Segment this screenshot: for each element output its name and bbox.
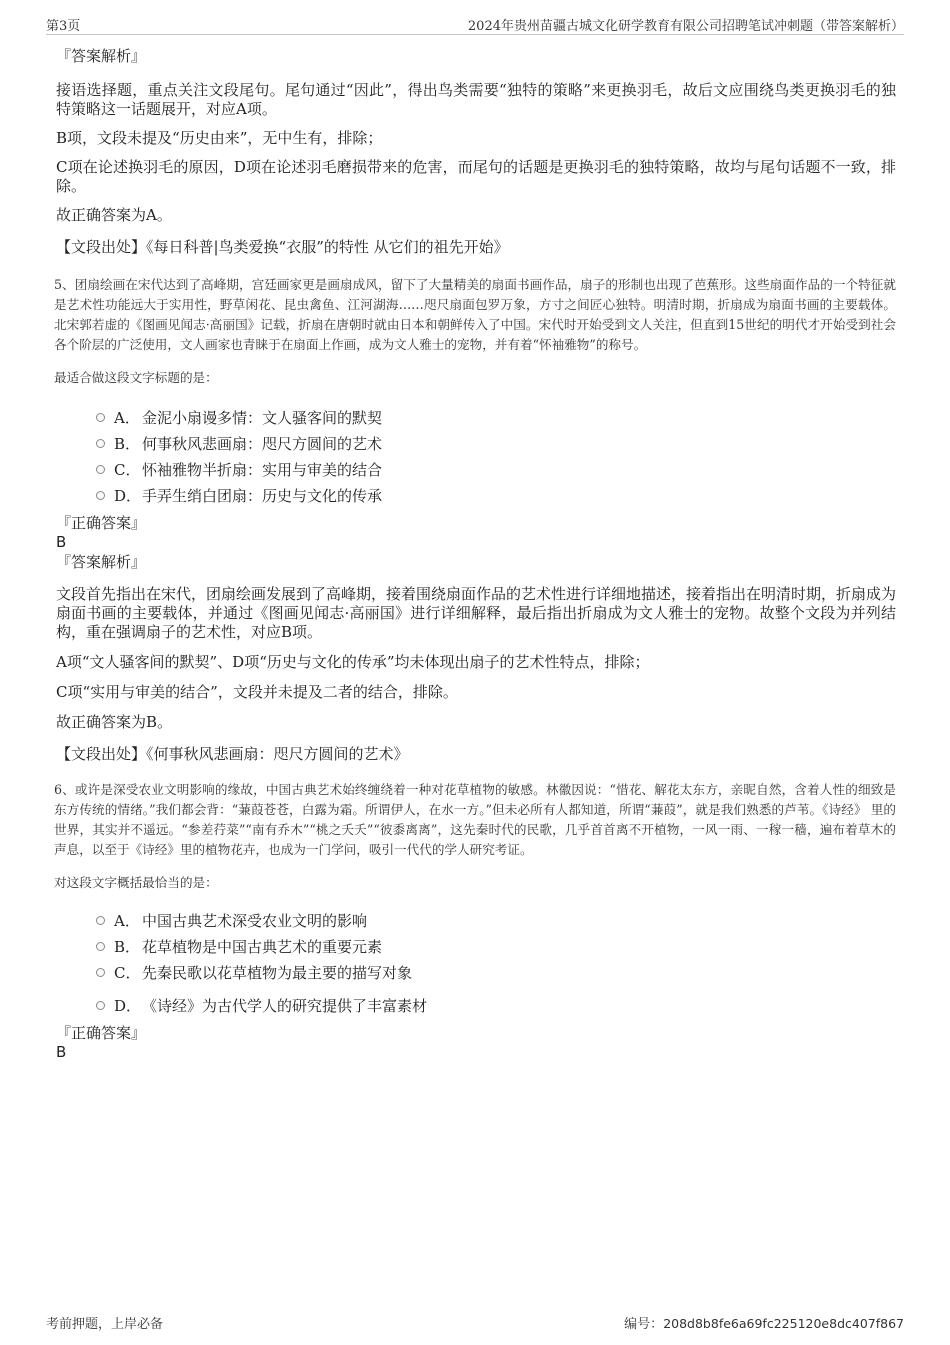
correct-answer-value: B (56, 533, 67, 551)
analysis-label: 『答案解析』 (56, 47, 147, 65)
radio-button-icon[interactable] (96, 439, 105, 448)
correct-answer-value: B (56, 1043, 67, 1061)
footer-slogan: 考前押题，上岸必备 (46, 1317, 164, 1332)
analysis-paragraph: 故正确答案为B。 (56, 713, 173, 731)
radio-button-icon[interactable] (96, 916, 105, 925)
question-6-options (56, 908, 896, 1019)
radio-button-icon[interactable] (96, 491, 105, 500)
analysis-label: 『答案解析』 (56, 553, 147, 571)
question-6-prompt: 对这段文字概括最恰当的是： (54, 875, 218, 890)
option-text: 先秦民歌以花草植物为最主要的描写对象 (142, 964, 413, 982)
question-5-prompt: 最适合做这段文字标题的是： (54, 370, 218, 385)
code-label: 编号： (624, 1317, 664, 1332)
code-value: 208d8b8fe6a69fc225120e8dc407f867 (663, 1316, 904, 1331)
question-5-options (56, 405, 896, 509)
option-text: 花草植物是中国古典艺术的重要元素 (142, 938, 383, 956)
option-letter: D． (114, 997, 142, 1015)
option-text: 金泥小扇谩多情：文人骚客间的默契 (142, 409, 383, 427)
option-a[interactable] (56, 405, 896, 431)
analysis-paragraph: C项“实用与审美的结合”，文段并未提及二者的结合，排除。 (56, 683, 458, 701)
option-text: 手弄生绡白团扇：历史与文化的传承 (142, 487, 383, 505)
option-b[interactable] (56, 431, 896, 457)
radio-button-icon[interactable] (96, 413, 105, 422)
page-header (46, 14, 904, 35)
analysis-paragraph: B项，文段未提及“历史由来”，无中生有，排除； (56, 129, 383, 147)
analysis-paragraph: 故正确答案为A。 (56, 206, 172, 224)
document-title: 2024年贵州苗疆古城文化研学教育有限公司招聘笔试冲刺题（带答案解析） (467, 19, 904, 34)
document-code (624, 1313, 904, 1332)
radio-button-icon[interactable] (96, 1001, 105, 1010)
option-text: 怀袖雅物半折扇：实用与审美的结合 (142, 461, 383, 479)
option-d[interactable] (56, 483, 896, 509)
analysis-paragraph: A项“文人骚客间的默契”、D项“历史与文化的传承”均未体现出扇子的艺术性特点，排除； (56, 653, 650, 671)
document-body (56, 46, 896, 1062)
analysis-paragraph: C项在论述换羽毛的原因，D项在论述羽毛磨损带来的危害，而尾句的话题是更换羽毛的独特策略，故均与尾句话题不一致，排除。 (56, 158, 896, 195)
option-letter: A． (114, 409, 140, 427)
analysis-paragraph: 接语选择题，重点关注文段尾句。尾句通过“因此”，得出鸟类需要“独特的策略”来更换羽毛，故后文应围绕鸟类更换羽毛的独特策略这一话题展开，对应A项。 (56, 81, 896, 118)
option-c[interactable] (56, 457, 896, 483)
correct-answer-label: 『正确答案』 (56, 514, 147, 532)
option-letter: B． (114, 938, 141, 956)
radio-button-icon[interactable] (96, 465, 105, 474)
option-d[interactable] (56, 993, 896, 1019)
option-text: 《诗经》为古代学人的研究提供了丰富素材 (142, 997, 428, 1015)
option-letter: C． (114, 964, 141, 982)
radio-button-icon[interactable] (96, 942, 105, 951)
option-b[interactable] (56, 934, 896, 960)
option-text: 中国古典艺术深受农业文明的影响 (142, 912, 368, 930)
page-number: 第3页 (46, 19, 81, 34)
option-letter: D． (114, 487, 142, 505)
radio-button-icon[interactable] (96, 968, 105, 977)
passage-source: 【文段出处】《每日科普|鸟类爱换“衣服”的特性 从它们的祖先开始》 (56, 238, 509, 256)
option-letter: C． (114, 461, 141, 479)
correct-answer-label: 『正确答案』 (56, 1024, 147, 1042)
option-a[interactable] (56, 908, 896, 934)
analysis-paragraph: 文段首先指出在宋代，团扇绘画发展到了高峰期，接着围绕扇面作品的艺术性进行详细地描述，接着指出在明清时期，折扇成为扇面书画的主要载体，并通过《图画见闻志·高丽国》进行详细解释，最后指出折扇成为文人雅士的宠物。故整个文段为并列结构，重在强调扇子的艺术性，对应B项。 (56, 585, 897, 641)
option-c[interactable] (56, 960, 896, 986)
question-6-text: 6、或许是深受农业文明影响的缘故，中国古典艺术始终缠绕着一种对花草植物的敏感。林徽因说：“惜花、解花太东方，亲昵自然，含着人性的细致是东方传统的情绪。”我们都会背：“蒹葭苍苍，白露为霜。所谓伊人，在水一方。”但未必所有人都知道，所谓“蒹葭”，就是我们熟悉的芦苇。《诗经》 里的世界，其实并不遥远。“参差荇菜”“南有乔木”“桃之夭夭”“彼黍离离”，这先秦时代的民歌，几乎首首离不开植物，一风一雨、一稼一穑，遍布着草木的声息，以至于《诗经》里的植物花卉，也成为一门学问，吸引一代代的学人研究考证。 (54, 782, 896, 857)
question-5-text: 5、团扇绘画在宋代达到了高峰期，宫廷画家更是画扇成风，留下了大量精美的扇面书画作品，扇子的形制也出现了芭蕉形。这些扇面作品的一个特征就是艺术性功能远大于实用性，野草闲花、昆虫禽鱼、江河湖海……咫尺扇面包罗万象，方寸之间匠心独特。明清时期，折扇成为扇面书画的主要载体。北宋郭若虚的《图画见闻志·高丽国》记载，折扇在唐朝时就由日本和朝鲜传入了中国。宋代时开始受到文人关注，但直到15世纪的明代才开始受到社会各个阶层的广泛使用，文人画家也青睐于在扇面上作画，成为文人雅士的宠物，并有着“怀袖雅物”的称号。 (54, 277, 896, 352)
option-letter: A． (114, 912, 140, 930)
option-letter: B． (114, 435, 141, 453)
option-text: 何事秋风悲画扇：咫尺方圆间的艺术 (142, 435, 383, 453)
passage-source: 【文段出处】《何事秋风悲画扇：咫尺方圆间的艺术》 (56, 745, 409, 763)
